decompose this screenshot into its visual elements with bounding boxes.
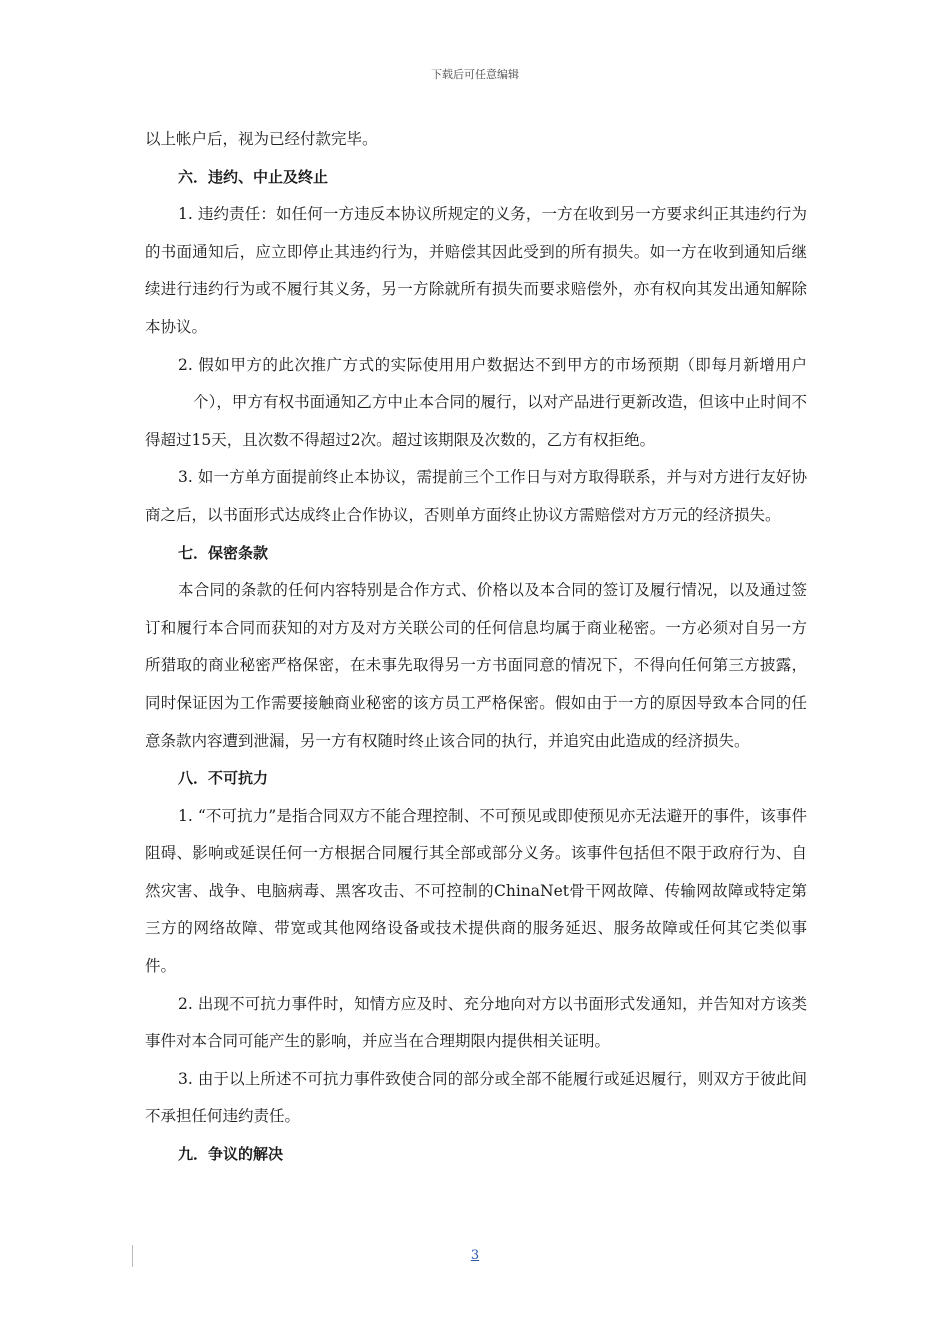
paragraph: 2. 出现不可抗力事件时，知情方应及时、充分地向对方以书面形式发通知，并告知对方该类事件对本合同可能产生的影响，并应当在合理期限内提供相关证明。	[145, 994, 807, 1051]
paragraph-text: 个），甲方有权书面通知乙方中止本合同的履行，以对产品进行更新改造，但该中止时间不得超过15天，且次数不得超过2次。超过该期限及次数的，乙方有权拒绝。	[145, 393, 807, 449]
section-heading: 七．保密条款	[178, 543, 269, 562]
section-heading: 九．争议的解决	[178, 1145, 284, 1164]
paragraph: 1. 违约责任：如任何一方违反本协议所规定的义务，一方在收到另一方要求纠正其违约行为的书面通知后，应立即停止其违约行为，并赔偿其因此受到的所有损失。如一方在收到通知后继续进行违约行为或不履行其义务，另一方除就所有损失而要求赔偿外，亦有权向其发出通知解除本协议。	[145, 205, 807, 336]
paragraph-text: 2. 假如甲方的此次推广方式的实际使用用户数据达不到甲方的市场预期（即每月新增用户	[178, 355, 807, 374]
paragraph: 以上帐户后，视为已经付款完毕。	[145, 130, 378, 148]
paragraph: 1. “不可抗力”是指合同双方不能合理控制、不可预见或即使预见亦无法避开的事件，该事件阻碍、影响或延误任何一方根据合同履行其全部或部分义务。该事件包括但不限于政府行为、自然灾害、战争、电脑病毒、黑客攻击、不可控制的ChinaNet骨干网故障、传输网故障或特定第三方的网络故障、带宽或其他网络设备或技术提供商的服务延迟、服务故障或任何其它类似事件。	[145, 806, 807, 976]
paragraph: 3. 由于以上所述不可抗力事件致使合同的部分或全部不能履行或延迟履行，则双方于彼此间不承担任何违约责任。	[145, 1069, 807, 1126]
paragraph: 本合同的条款的任何内容特别是合作方式、价格以及本合同的签订及履行情况，以及通过签订和履行本合同而获知的对方及对方关联公司的任何信息均属于商业秘密。一方必须对自另一方所猎取的商业秘密严格保密，在未事先取得另一方书面同意的情况下，不得向任何第三方披露，同时保证因为工作需要接触商业秘密的该方员工严格保密。假如由于一方的原因导致本合同的任意条款内容遭到泄漏，另一方有权随时终止该合同的执行，并追究由此造成的经济损失。	[145, 581, 807, 750]
paragraph	[145, 347, 807, 460]
section-heading: 六．违约、中止及终止	[178, 167, 329, 186]
paragraph: 3. 如一方单方面提前终止本协议，需提前三个工作日与对方取得联系，并与对方进行友好协商之后，以书面形式达成终止合作协议，否则单方面终止协议方需赔偿对方万元的经济损失。	[145, 468, 807, 524]
page-number[interactable]: 3	[470, 1248, 480, 1263]
section-heading: 八．不可抗力	[178, 769, 269, 788]
document-body	[145, 121, 807, 1174]
page-header: 下载后可任意编辑	[431, 68, 519, 81]
